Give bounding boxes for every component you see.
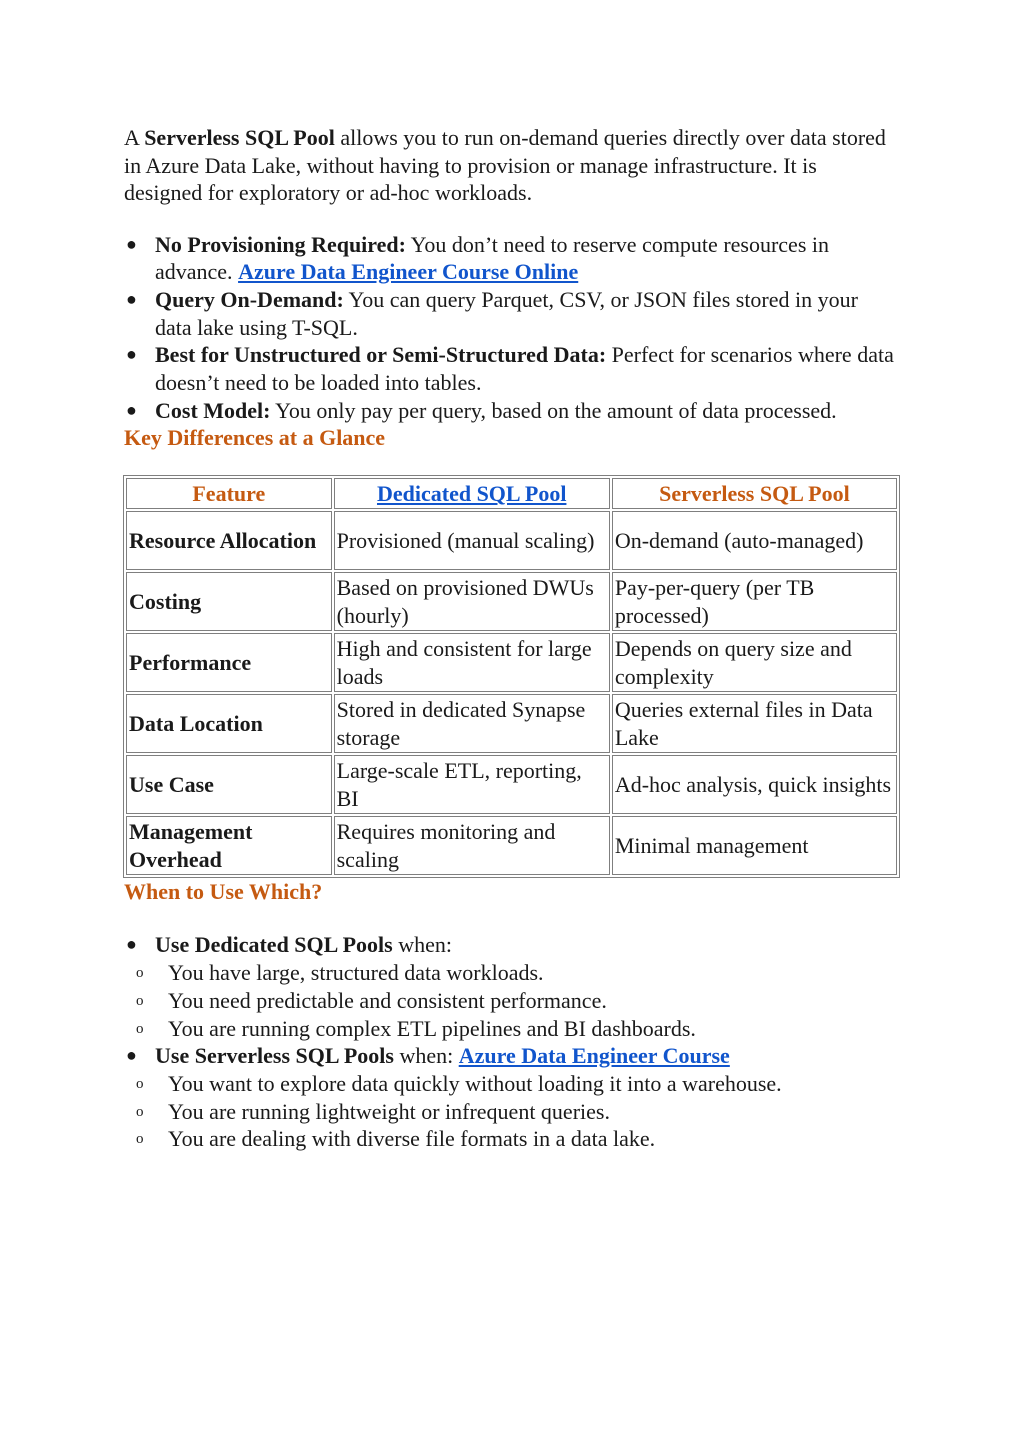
course-link[interactable]: Azure Data Engineer Course <box>458 1043 730 1069</box>
list-item <box>124 231 900 286</box>
circle-bullet-icon: o <box>136 965 144 982</box>
feature-cell: Management Overhead <box>126 816 332 875</box>
dedicated-cell: High and consistent for large loads <box>334 633 610 692</box>
header-feature: Feature <box>126 478 332 509</box>
list-item <box>124 341 900 396</box>
table-row <box>126 694 897 753</box>
dedicated-sql-pool-link[interactable]: Dedicated SQL Pool <box>376 481 567 507</box>
course-online-link[interactable]: Azure Data Engineer Course Online <box>238 259 579 285</box>
list-item <box>124 397 900 425</box>
list-item <box>124 987 900 1015</box>
feature-title: Cost Model: <box>155 397 271 423</box>
feature-text: You can query Parquet, CSV, or JSON files stored in your data lake using T-SQL. <box>155 286 858 340</box>
dedicated-reason: You need predictable and consistent performance. <box>168 987 607 1013</box>
serverless-when: when: <box>393 1043 459 1069</box>
circle-bullet-icon: o <box>136 1103 144 1120</box>
serverless-cell: Pay-per-query (per TB processed) <box>612 572 897 631</box>
list-item <box>124 1098 900 1126</box>
intro-text: allows you to run on-demand queries directly over data stored in Azure Data Lake, without having to provision or manage infrastructure. It is designed for exploratory or ad-hoc workloads. <box>124 125 886 205</box>
circle-bullet-icon: o <box>136 1075 144 1092</box>
list-item <box>124 959 900 987</box>
feature-text: You only pay per query, based on the amount of data processed. <box>270 397 837 423</box>
circle-bullet-icon: o <box>136 1131 144 1148</box>
dedicated-title: Use Dedicated SQL Pools <box>155 932 393 958</box>
dedicated-cell: Stored in dedicated Synapse storage <box>334 694 610 753</box>
table-header-row <box>126 478 897 509</box>
when-list <box>124 931 900 1153</box>
table-row <box>126 755 897 814</box>
dedicated-cell: Large-scale ETL, reporting, BI <box>334 755 610 814</box>
list-item <box>124 1015 900 1043</box>
serverless-reason: You are dealing with diverse file formats in a data lake. <box>168 1126 656 1152</box>
comparison-table <box>123 475 900 878</box>
bullet-icon: ● <box>126 399 137 420</box>
list-item <box>124 1070 900 1098</box>
list-item <box>124 931 900 959</box>
table-row <box>126 816 897 875</box>
bullet-icon: ● <box>126 344 137 365</box>
dedicated-cell: Provisioned (manual scaling) <box>334 511 610 570</box>
list-item <box>124 1125 900 1153</box>
feature-list <box>124 231 900 425</box>
feature-cell: Data Location <box>126 694 332 753</box>
circle-bullet-icon: o <box>136 1020 144 1037</box>
intro-paragraph <box>124 124 900 207</box>
circle-bullet-icon: o <box>136 992 144 1009</box>
serverless-cell: Depends on query size and complexity <box>612 633 897 692</box>
intro-prefix: A <box>124 125 145 150</box>
table-row <box>126 572 897 631</box>
key-differences-heading: Key Differences at a Glance <box>124 425 386 451</box>
serverless-title: Use Serverless SQL Pools <box>155 1043 394 1069</box>
bullet-icon: ● <box>126 288 137 309</box>
list-item <box>124 1042 900 1070</box>
feature-title: Best for Unstructured or Semi-Structured Data: <box>155 342 607 368</box>
feature-text: You don’t need to reserve compute resources in advance. <box>155 231 829 285</box>
feature-title: No Provisioning Required: <box>155 231 406 257</box>
table-row <box>126 511 897 570</box>
serverless-reason: You want to explore data quickly without loading it into a warehouse. <box>168 1070 782 1096</box>
table-row <box>126 633 897 692</box>
dedicated-reason: You have large, structured data workloads. <box>168 960 544 986</box>
serverless-cell: Ad-hoc analysis, quick insights <box>612 755 897 814</box>
intro-term: Serverless SQL Pool <box>144 125 335 150</box>
feature-title: Query On-Demand: <box>155 286 344 312</box>
feature-cell: Costing <box>126 572 332 631</box>
feature-cell: Use Case <box>126 755 332 814</box>
dedicated-cell: Based on provisioned DWUs (hourly) <box>334 572 610 631</box>
when-to-use-heading: When to Use Which? <box>124 879 323 905</box>
serverless-cell: On-demand (auto-managed) <box>612 511 897 570</box>
dedicated-cell: Requires monitoring and scaling <box>334 816 610 875</box>
list-item <box>124 286 900 341</box>
bullet-icon: ● <box>126 233 137 254</box>
feature-cell: Resource Allocation <box>126 511 332 570</box>
feature-text: Perfect for scenarios where data doesn’t need to be loaded into tables. <box>155 342 894 396</box>
header-serverless: Serverless SQL Pool <box>612 478 897 509</box>
dedicated-reason: You are running complex ETL pipelines and BI dashboards. <box>168 1015 696 1041</box>
bullet-icon: ● <box>126 934 137 955</box>
serverless-cell: Queries external files in Data Lake <box>612 694 897 753</box>
serverless-reason: You are running lightweight or infrequent queries. <box>168 1098 610 1124</box>
serverless-cell: Minimal management <box>612 816 897 875</box>
dedicated-when: when: <box>392 932 452 958</box>
document-page <box>124 124 900 1153</box>
feature-cell: Performance <box>126 633 332 692</box>
bullet-icon: ● <box>126 1045 137 1066</box>
header-dedicated <box>334 478 610 509</box>
